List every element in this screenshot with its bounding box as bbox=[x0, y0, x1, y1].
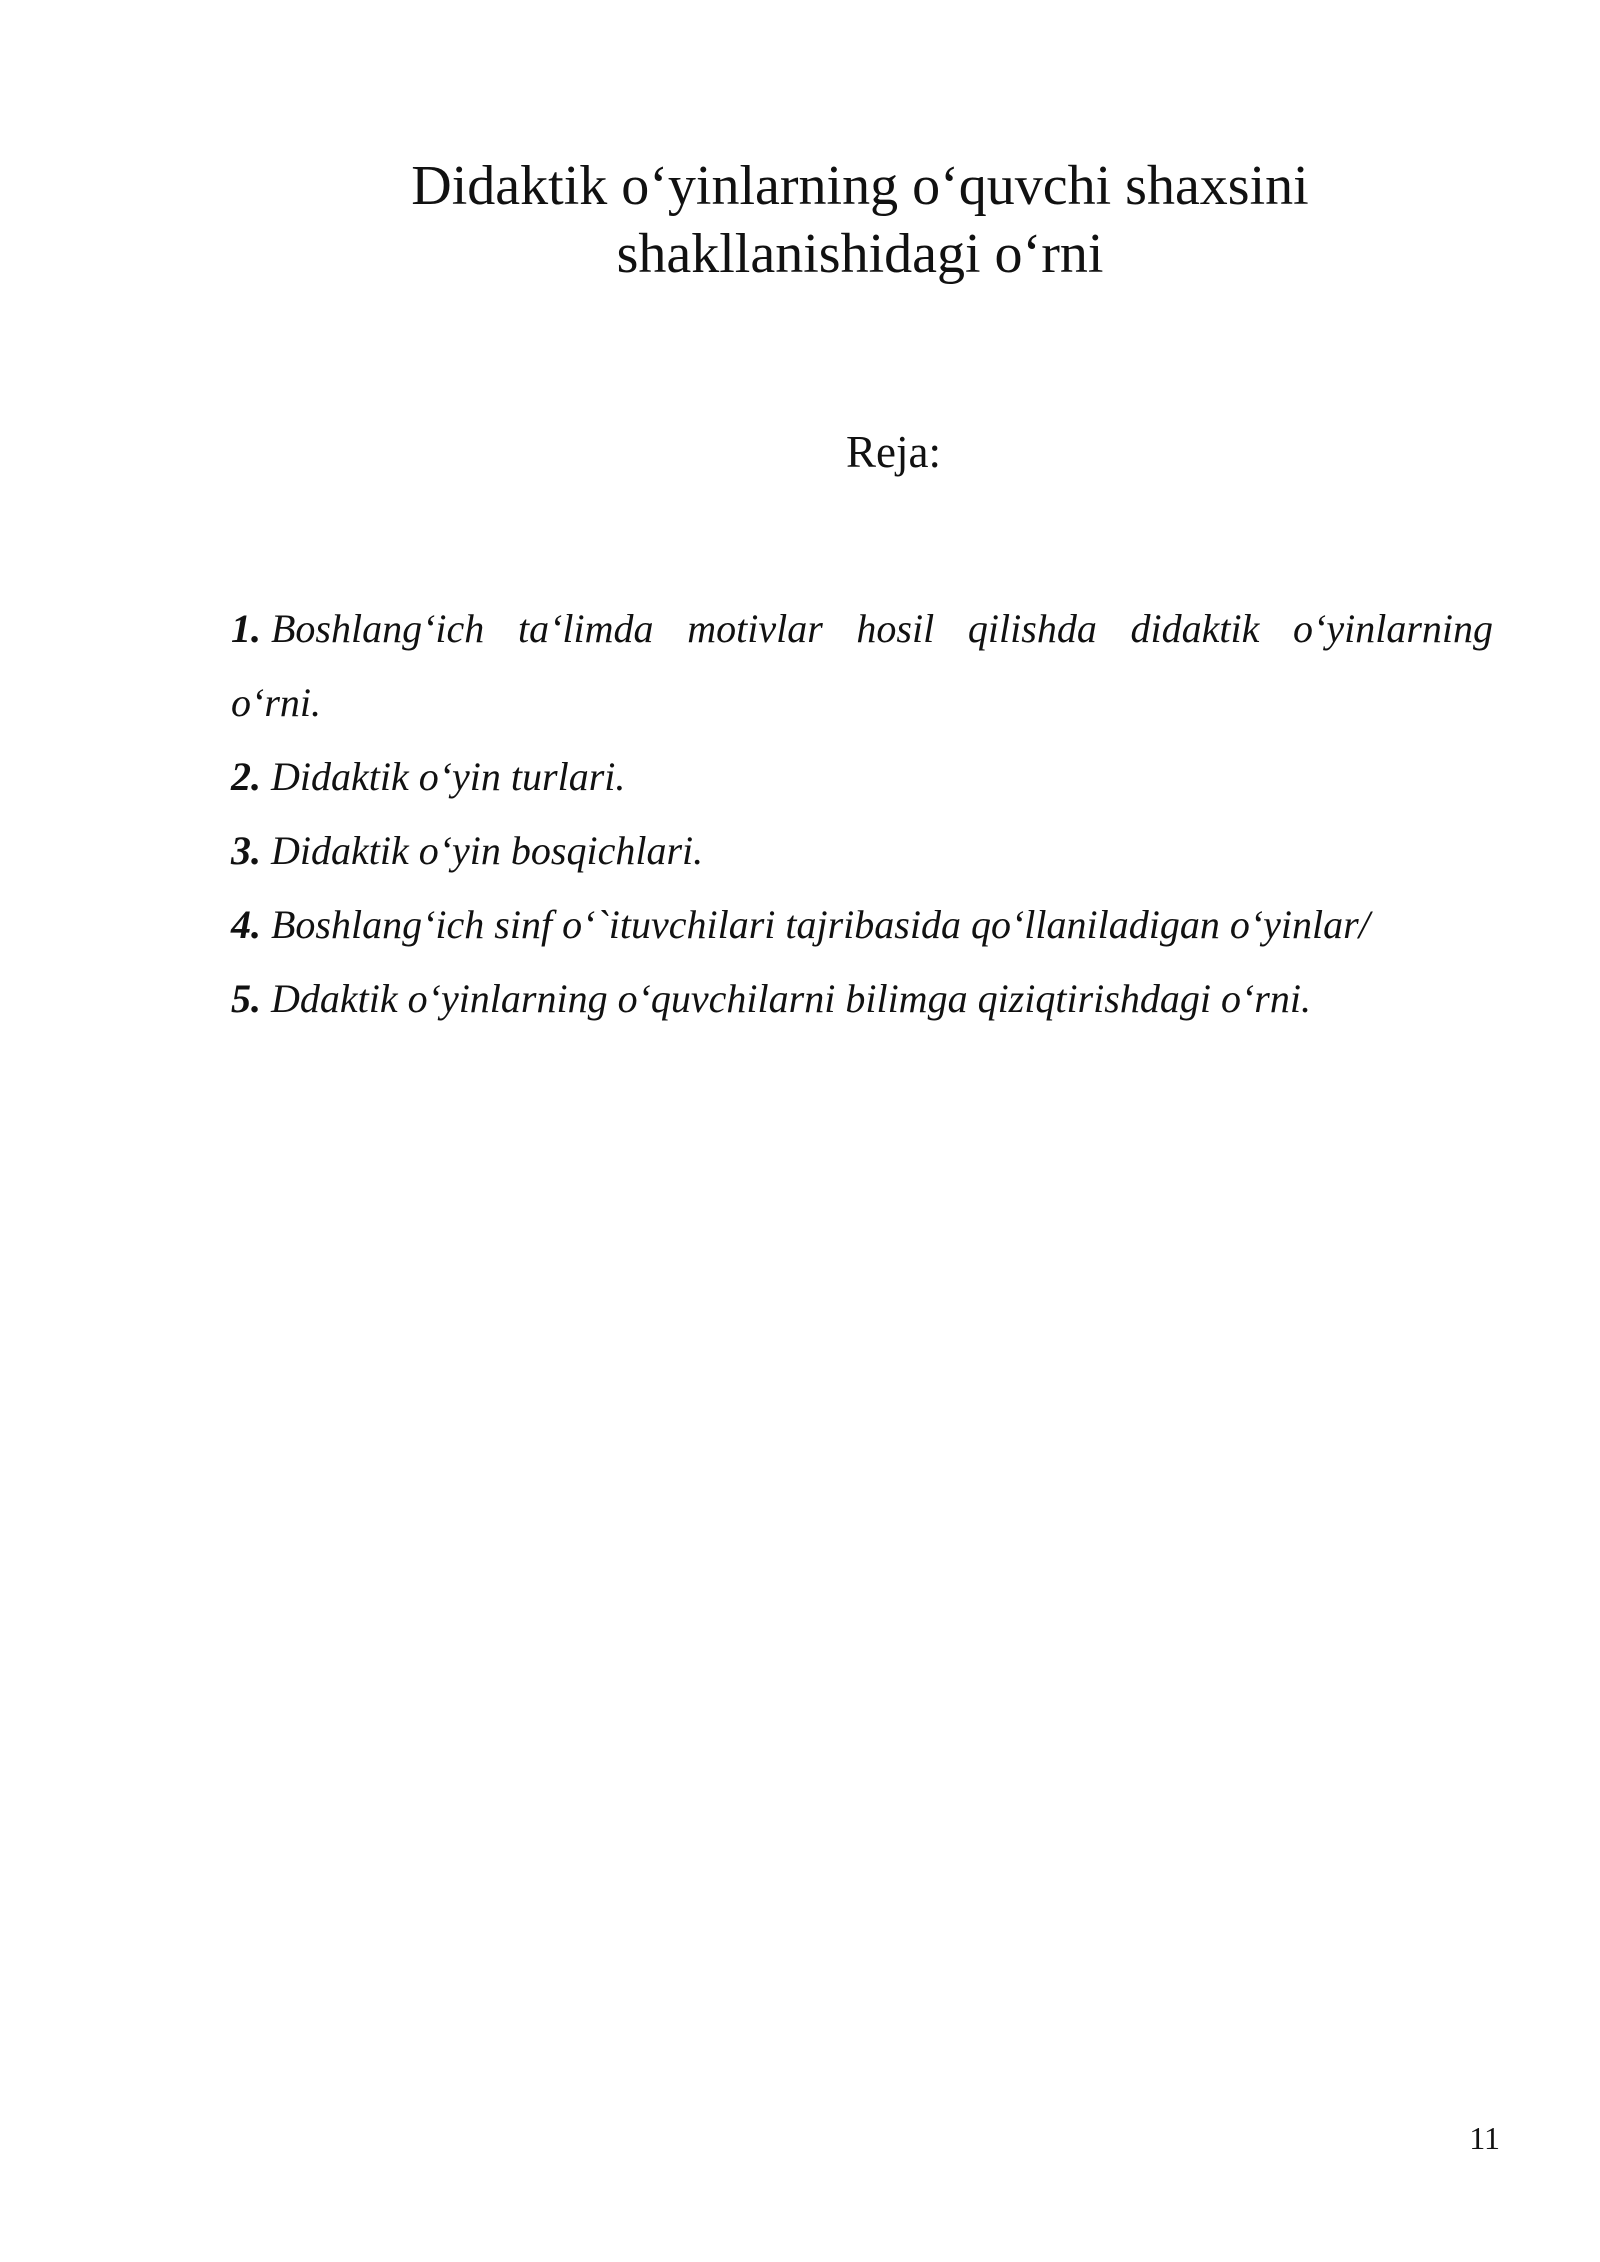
plan-item-3 bbox=[231, 814, 1493, 888]
plan-item-2 bbox=[231, 740, 1493, 814]
page-title-line-2: shakllanishidagi o‘rni bbox=[616, 223, 1104, 285]
plan-item-number: 4. bbox=[231, 902, 261, 947]
plan-item-1-line-2: o‘rni. bbox=[231, 680, 321, 725]
plan-item-number: 3. bbox=[231, 828, 261, 873]
plan-item-text: Boshlang‘ich ta‘limda motivlar hosil qilishda didaktik o‘yinlarning bbox=[271, 606, 1493, 651]
page-title-line-1: Didaktik o‘yinlarning o‘quvchi shaxsini bbox=[411, 155, 1309, 217]
plan-item-text: Ddaktik o‘yinlarning o‘quvchilarni bilimga qiziqtirishdagi o‘rni. bbox=[271, 976, 1311, 1021]
plan-item-number: 1. bbox=[231, 606, 261, 651]
plan-item-number: 2. bbox=[231, 754, 261, 799]
plan-list bbox=[231, 592, 1493, 1036]
plan-item-text: Boshlang‘ich sinf o‘`ituvchilari tajribasida qo‘llaniladigan o‘yinlar/ bbox=[271, 902, 1370, 947]
plan-item-number: 5. bbox=[231, 976, 261, 1021]
plan-item-text: Didaktik o‘yin turlari. bbox=[271, 754, 626, 799]
plan-item-5 bbox=[231, 962, 1493, 1036]
plan-heading: Reja: bbox=[846, 427, 941, 477]
plan-item-4 bbox=[231, 888, 1493, 962]
plan-item-text: Didaktik o‘yin bosqichlari. bbox=[271, 828, 704, 873]
plan-item-1 bbox=[231, 592, 1493, 740]
page-number: 11 bbox=[1469, 2120, 1500, 2156]
plan-item-1-line-1 bbox=[231, 592, 1493, 666]
page-title bbox=[230, 152, 1490, 288]
